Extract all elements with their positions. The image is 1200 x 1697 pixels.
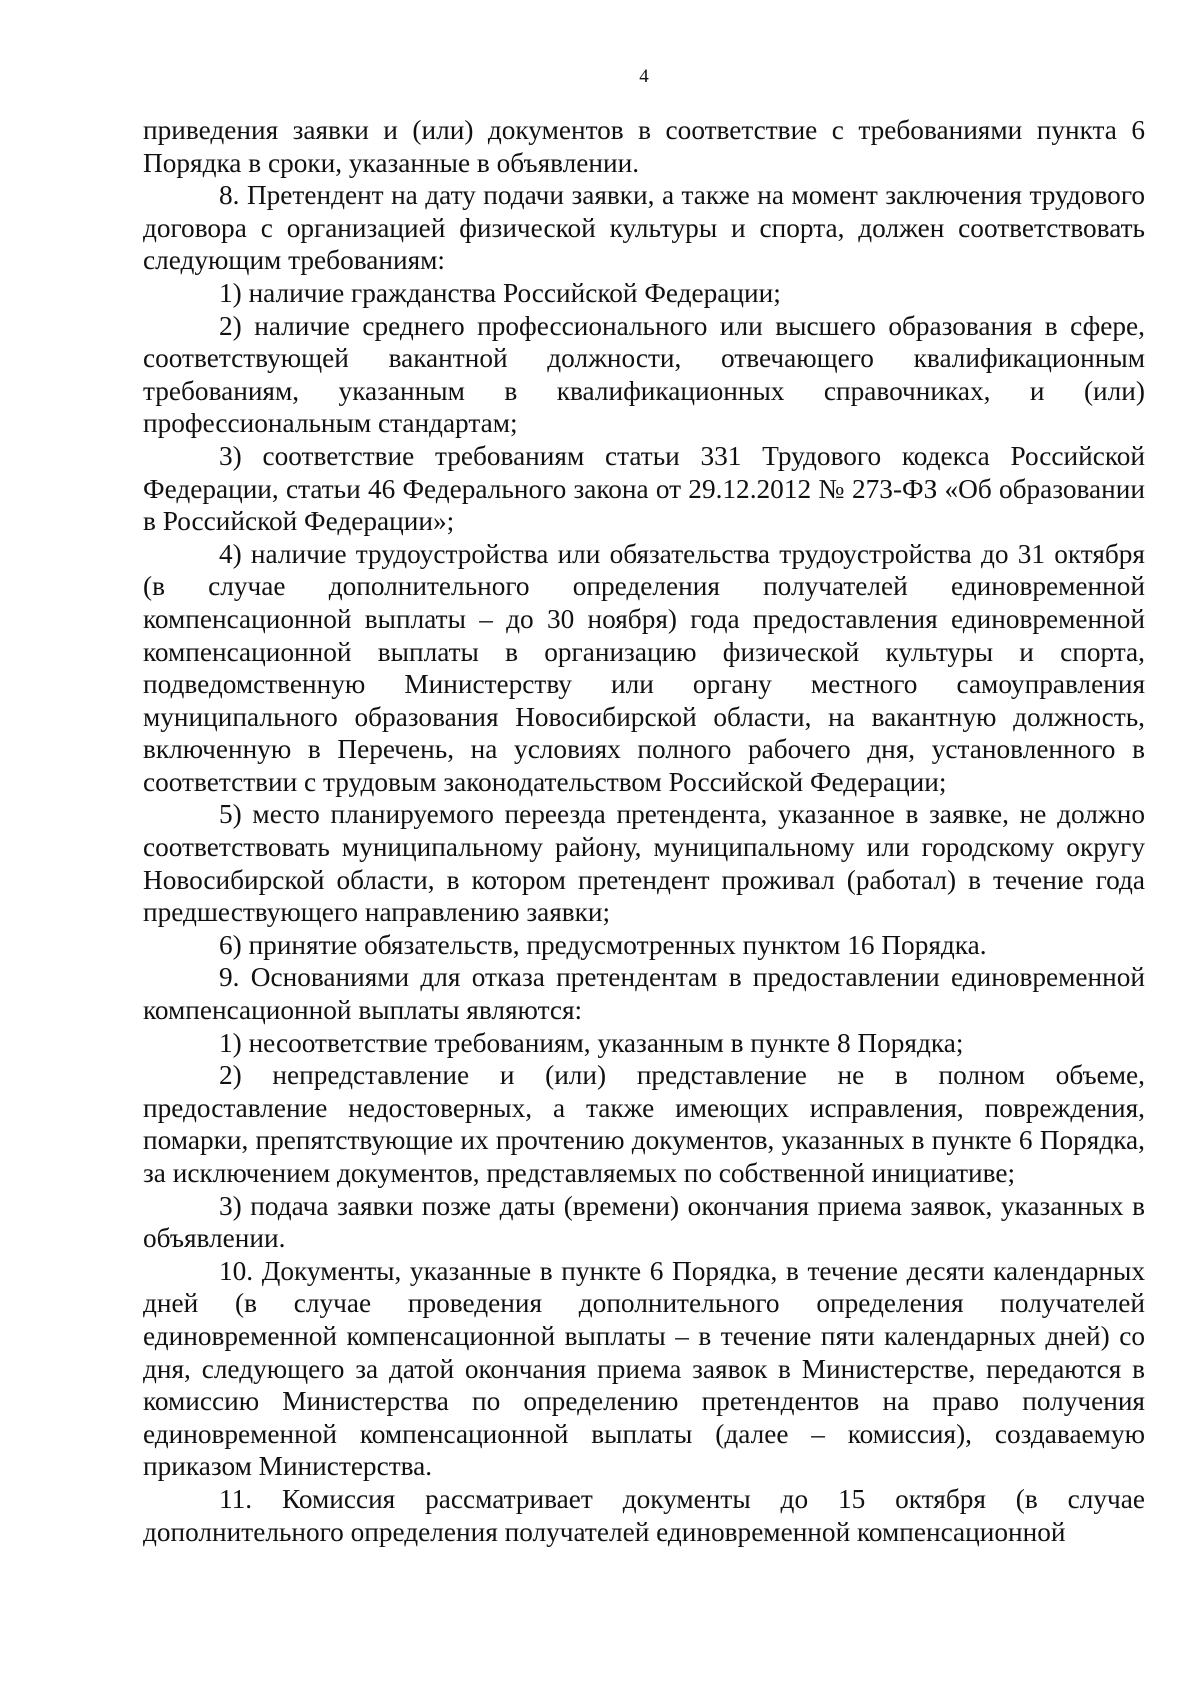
paragraph-9-3: 3) подача заявки позже даты (времени) окончания приема заявок, указанных в объявлении. <box>143 1190 1145 1254</box>
paragraph-8-5: 5) место планируемого переезда претендента, указанное в заявке, не должно соответствовать муниципальному району, муниципальному или городскому округу Новосибирской области, в котором претендент проживал (работал) в течение года предшествующего направлению заявки; <box>143 799 1145 928</box>
paragraph-9-1: 1) несоответствие требованиям, указанным в пункте 8 Порядка; <box>219 1027 964 1058</box>
paragraph-8-3: 3) соответствие требованиям статьи 331 Трудового кодекса Российской Федерации, статьи 46 Федерального закона от 29.12.2012 № 273-ФЗ «Об образовании в Российской Федерации»; <box>143 440 1145 537</box>
paragraph-8-2: 2) наличие среднего профессионального или высшего образования в сфере, соответствующей вакантной должности, отвечающего квалификационным требованиям, указанным в квалификационных справочниках, и (или) профессиональным стандартам; <box>143 310 1145 439</box>
paragraph-item-9: 9. Основаниями для отказа претендентам в предоставлении единовременной компенсационной выплаты являются: <box>143 962 1145 1026</box>
paragraph-8-6: 6) принятие обязательств, предусмотренных пунктом 16 Порядка. <box>219 929 987 960</box>
paragraph-9-2: 2) непредставление и (или) представление не в полном объеме, предоставление недостоверных, а также имеющих исправления, повреждения, помарки, препятствующие их прочтению документов, указанных в пункте 6 Порядка, за исключением документов, представляемых по собственной инициативе; <box>143 1060 1145 1188</box>
document-page <box>143 62 1145 1548</box>
paragraph-8-1: 1) наличие гражданства Российской Федерации; <box>219 277 781 308</box>
paragraph-item-10: 10. Документы, указанные в пункте 6 Порядка, в течение десяти календарных дней (в случае проведения дополнительного определения получателей единовременной компенсационной выплаты – в течение пяти календарных дней) со дня, следующего за датой окончания приема заявок в Министерстве, передаются в комиссию Министерства по определению претендентов на право получения единовременной компенсационной выплаты (далее – комиссия), создаваемую приказом Министерства. <box>143 1255 1145 1482</box>
paragraph-item-8: 8. Претендент на дату подачи заявки, а также на момент заключения трудового договора с организацией физической культуры и спорта, должен соответствовать следующим требованиям: <box>143 180 1145 276</box>
page-number: 4 <box>639 66 649 87</box>
paragraph-item-11: 11. Комиссия рассматривает документы до 15 октября (в случае дополнительного определения получателей единовременной компенсационной <box>143 1483 1145 1547</box>
paragraph-continuation: приведения заявки и (или) документов в соответствие с требованиями пункта 6 Порядка в сроки, указанные в объявлении. <box>143 115 1145 178</box>
paragraph-8-4: 4) наличие трудоустройства или обязательства трудоустройства до 31 октября (в случае дополнительного определения получателей единовременной компенсационной выплаты – до 30 ноября) года предоставления единовременной компенсационной выплаты в организацию физической культуры и спорта, подведомственную Министерству или органу местного самоуправления муниципального образования Новосибирской области, на вакантную должность, включенную в Перечень, на условиях полного рабочего дня, установленного в соответствии с трудовым законодательством Российской Федерации; <box>143 538 1145 797</box>
document-body <box>143 114 1145 1548</box>
